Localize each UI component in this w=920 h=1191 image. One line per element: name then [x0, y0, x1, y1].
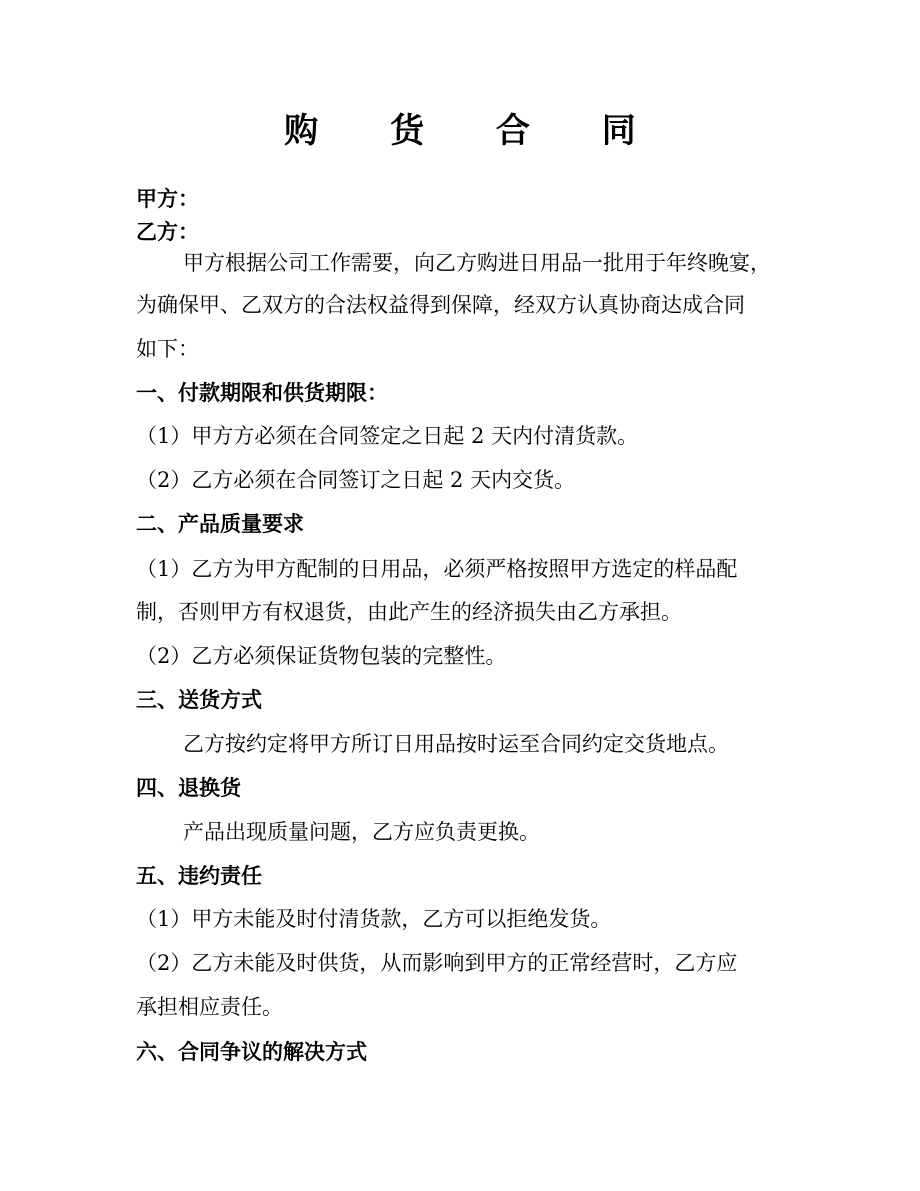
section-2-item-2: （2）乙方必须保证货物包装的完整性。	[136, 644, 507, 668]
section-5-item-2-line-2: 承担相应责任。	[136, 995, 283, 1019]
section-4-text: 产品出现质量问题，乙方应负责更换。	[183, 820, 540, 844]
section-4-heading: 四、退换货	[136, 776, 241, 800]
page-title: 购 货 合 同	[284, 111, 666, 151]
section-5-heading: 五、违约责任	[136, 864, 262, 888]
section-2-heading: 二、产品质量要求	[136, 512, 304, 536]
section-1-heading: 一、付款期限和供货期限：	[136, 381, 388, 405]
intro-line-1: 甲方根据公司工作需要，向乙方购进日用品一批用于年终晚宴，	[183, 251, 771, 275]
section-2-item-1-line-1: （1）乙方为甲方配制的日用品，必须严格按照甲方选定的样品配	[136, 557, 738, 581]
section-5-item-1: （1）甲方未能及时付清货款，乙方可以拒绝发货。	[136, 907, 612, 931]
intro-line-2: 为确保甲、乙双方的合法权益得到保障，经双方认真协商达成合同	[136, 293, 745, 317]
party-b-label: 乙方：	[136, 220, 199, 244]
section-5-item-2-line-1: （2）乙方未能及时供货，从而影响到甲方的正常经营时，乙方应	[136, 951, 738, 975]
section-2-item-1-line-2: 制，否则甲方有权退货，由此产生的经济损失由乙方承担。	[136, 600, 682, 624]
intro-line-3: 如下：	[136, 337, 199, 361]
party-a-label: 甲方：	[136, 187, 199, 211]
section-6-heading: 六、合同争议的解决方式	[136, 1040, 367, 1064]
section-3-heading: 三、送货方式	[136, 688, 262, 712]
section-1-item-1: （1）甲方方必须在合同签定之日起 2 天内付清货款。	[136, 424, 639, 448]
section-1-item-2: （2）乙方必须在合同签订之日起 2 天内交货。	[136, 468, 576, 492]
section-3-text: 乙方按约定将甲方所订日用品按时运至合同约定交货地点。	[183, 732, 729, 756]
